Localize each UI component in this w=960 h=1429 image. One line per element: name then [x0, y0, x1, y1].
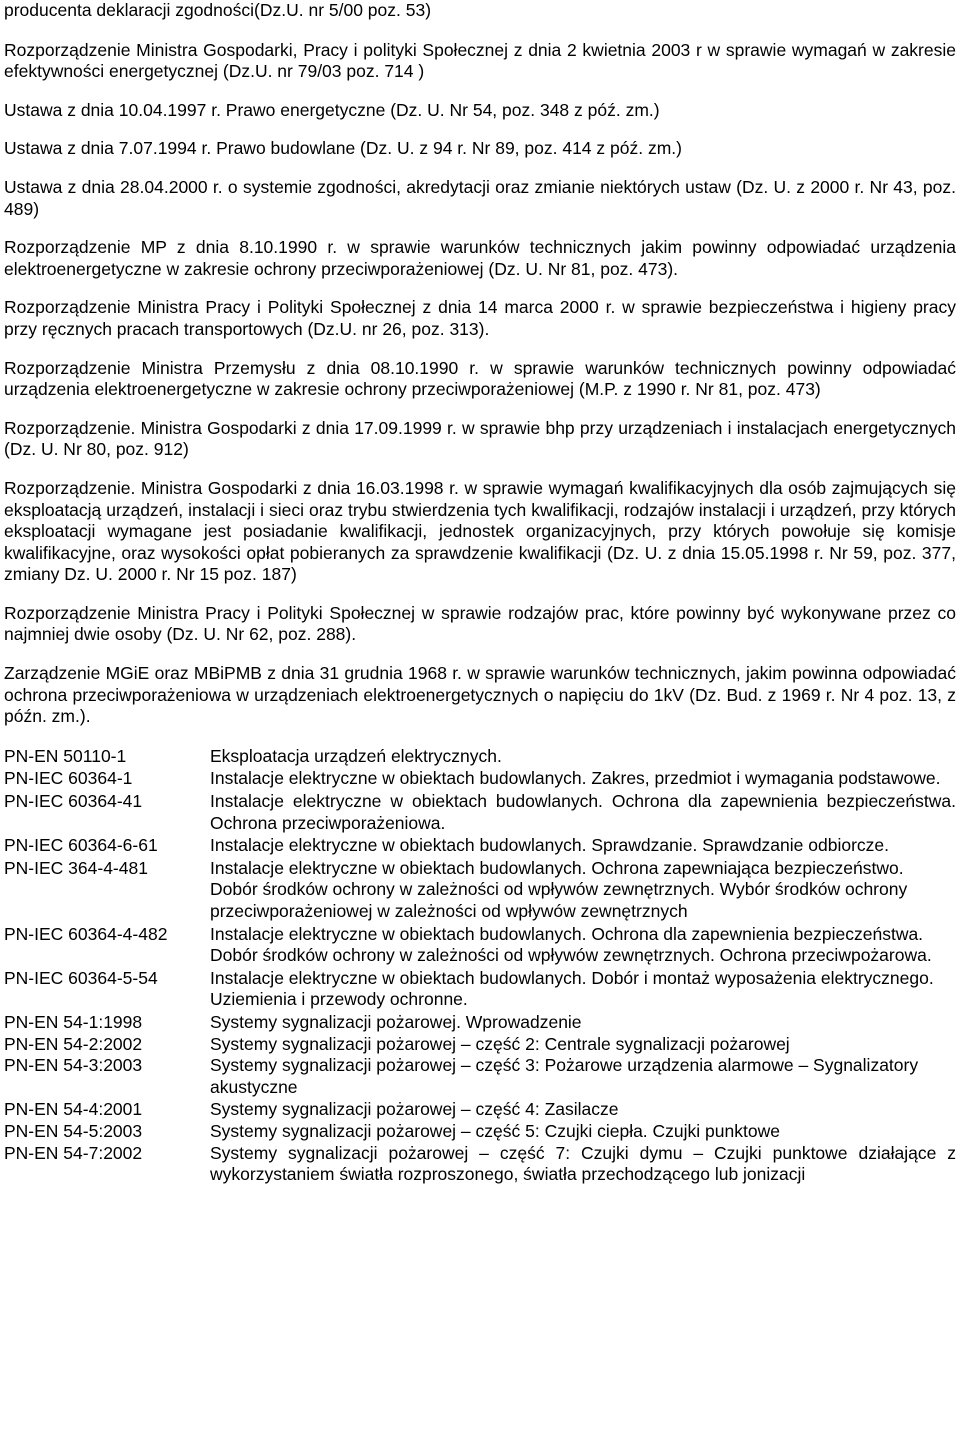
standard-code: PN-IEC 60364-1 — [4, 768, 133, 789]
standard-description: Systemy sygnalizacji pożarowej – część 5: Czujki ciepła. Czujki punktowe — [210, 1120, 780, 1141]
standard-description: Instalacje elektryczne w obiektach budowlanych. Sprawdzanie. Sprawdzanie odbiorcze. — [210, 835, 889, 856]
standard-code: PN-EN 54-1:1998 — [4, 1011, 143, 1032]
standard-row — [4, 746, 956, 768]
standard-row — [4, 1012, 956, 1034]
document-page — [4, 0, 956, 1186]
paragraph-industry-ministry-regulation: Rozporządzenie Ministra Przemysłu z dnia 08.10.1990 r. w sprawie warunków technicznych powinny odpowiadać urządzenia elektroenergetyczne w zakresie ochrony przeciwporażeniowej (M.P. z 1990 r. Nr 81, poz. 473) — [4, 357, 956, 400]
standard-row — [4, 924, 956, 967]
paragraph-manual-transport-regulation: Rozporządzenie Ministra Pracy i Polityki Społecznej z dnia 14 marca 2000 r. w sprawie bezpieczeństwa i higieny pracy przy ręcznych pracach transportowych (Dz.U. nr 26, poz. 313). — [4, 297, 956, 339]
standard-description: Instalacje elektryczne w obiektach budowlanych. Dobór i montaż wyposażenia elektrycznego. Uziemienia i przewody ochronne. — [210, 967, 934, 1010]
standard-row — [4, 968, 956, 1011]
standard-description: Systemy sygnalizacji pożarowej – część 2: Centrale sygnalizacji pożarowej — [210, 1033, 790, 1054]
standard-description: Instalacje elektryczne w obiektach budowlanych. Ochrona dla zapewnienia bezpieczeństwa. Dobór środków ochrony w zależności od wpływów zewnętrznych. Ochrona przeciwpożarowa. — [210, 923, 932, 966]
standard-code: PN-IEC 60364-6-61 — [4, 835, 158, 856]
paragraph-bhp-energy-installations: Rozporządzenie. Ministra Gospodarki z dnia 17.09.1999 r. w sprawie bhp przy urządzeniach i instalacjach energetycznych (Dz. U. Nr 80, poz. 912) — [4, 417, 956, 460]
standard-row — [4, 1099, 956, 1121]
paragraph-mp-regulation-1990: Rozporządzenie MP z dnia 8.10.1990 r. w sprawie warunków technicznych jakim powinny odpowiadać urządzenia elektroenergetyczne w zakresie ochrony przeciwporażeniowej (Dz. U. Nr 81, poz. 473). — [4, 237, 956, 279]
standard-code: PN-IEC 60364-5-54 — [4, 967, 158, 988]
standard-code: PN-IEC 60364-41 — [4, 791, 143, 812]
paragraph-energy-efficiency-regulation: Rozporządzenie Ministra Gospodarki, Pracy i polityki Społecznej z dnia 2 kwietnia 2003 r w sprawie wymagań w zakresie efektywności energetycznej (Dz.U. nr 79/03 poz. 714 ) — [4, 39, 956, 82]
standard-row — [4, 791, 956, 834]
standard-row — [4, 858, 956, 923]
standard-code: PN-IEC 364-4-481 — [4, 857, 148, 878]
paragraph-energy-law: Ustawa z dnia 10.04.1997 r. Prawo energetyczne (Dz. U. Nr 54, poz. 348 z póź. zm.) — [4, 99, 660, 120]
standard-description: Systemy sygnalizacji pożarowej – część 4: Zasilacze — [210, 1099, 619, 1120]
paragraph-mgie-ordinance-1968: Zarządzenie MGiE oraz MBiPMB z dnia 31 grudnia 1968 r. w sprawie warunków technicznych, jakim powinna odpowiadać ochrona przeciwporażeniowa w urządzeniach elektroenergetycznych o napięciu do 1kV (Dz. Bud. z 1969 r. Nr 4 poz. 13, z późn. zm.). — [4, 663, 956, 727]
paragraph-declaration-continuation: producenta deklaracji zgodności(Dz.U. nr 5/00 poz. 53) — [4, 0, 432, 20]
standard-row — [4, 1034, 956, 1056]
standard-code: PN-EN 54-4:2001 — [4, 1099, 143, 1120]
paragraph-qualification-requirements: Rozporządzenie. Ministra Gospodarki z dnia 16.03.1998 r. w sprawie wymagań kwalifikacyjnych dla osób zajmujących się eksploatacją urządzeń, instalacji i sieci oraz trybu stwierdzenia tych kwalifikacji, rodzajów instalacji i urządzeń, przy których eksploatacji wymagane jest posiadanie kwalifikacji, jednostek organizacyjnych, przy których powołuje się komisje kwalifikacyjne, oraz wysokości opłat pobieranych za sprawdzenie kwalifikacji (Dz. U. z dnia 15.05.1998 r. Nr 59, poz. 377, zmiany Dz. U. 2000 r. Nr 15 poz. 187) — [4, 477, 956, 585]
standard-row — [4, 768, 956, 790]
standard-description: Instalacje elektryczne w obiektach budowlanych. Zakres, przedmiot i wymagania podstawowe. — [210, 768, 941, 789]
standard-code: PN-EN 54-5:2003 — [4, 1120, 143, 1141]
standard-description: Eksploatacja urządzeń elektrycznych. — [210, 745, 502, 766]
standard-row — [4, 1055, 956, 1098]
standard-row — [4, 835, 956, 857]
standard-description: Systemy sygnalizacji pożarowej – część 3: Pożarowe urządzenia alarmowe – Sygnalizatory akustyczne — [210, 1055, 919, 1097]
paragraph-building-law: Ustawa z dnia 7.07.1994 r. Prawo budowlane (Dz. U. z 94 r. Nr 89, poz. 414 z póź. zm.) — [4, 138, 682, 159]
standard-code: PN-EN 50110-1 — [4, 745, 127, 766]
paragraph-two-person-work: Rozporządzenie Ministra Pracy i Polityki Społecznej w sprawie rodzajów prac, które powinny być wykonywane przez co najmniej dwie osoby (Dz. U. Nr 62, poz. 288). — [4, 602, 956, 645]
standard-code: PN-EN 54-2:2002 — [4, 1033, 143, 1054]
standard-description: Systemy sygnalizacji pożarowej. Wprowadzenie — [210, 1011, 582, 1032]
standards-list — [4, 746, 956, 1186]
standard-code: PN-EN 54-3:2003 — [4, 1055, 143, 1076]
standard-row — [4, 1143, 956, 1186]
standard-code: PN-EN 54-7:2002 — [4, 1142, 143, 1163]
standard-description: Systemy sygnalizacji pożarowej – część 7: Czujki dymu – Czujki punktowe działające z wykorzystaniem światła rozproszonego, światła przechodzącego lub jonizacji — [210, 1142, 956, 1185]
standard-description: Instalacje elektryczne w obiektach budowlanych. Ochrona dla zapewnienia bezpieczeństwa. Ochrona przeciwporażeniowa. — [210, 791, 956, 833]
standard-code: PN-IEC 60364-4-482 — [4, 923, 168, 944]
standard-row — [4, 1121, 956, 1143]
standard-description: Instalacje elektryczne w obiektach budowlanych. Ochrona zapewniająca bezpieczeństwo. Dobór środków ochrony w zależności od wpływów zewnętrznych. Wybór środków ochrony przeciwporażeniowej w zależności od wpływów zewnętrznych — [210, 857, 908, 921]
paragraph-conformity-act: Ustawa z dnia 28.04.2000 r. o systemie zgodności, akredytacji oraz zmianie niektórych ustaw (Dz. U. z 2000 r. Nr 43, poz. 489) — [4, 176, 956, 219]
